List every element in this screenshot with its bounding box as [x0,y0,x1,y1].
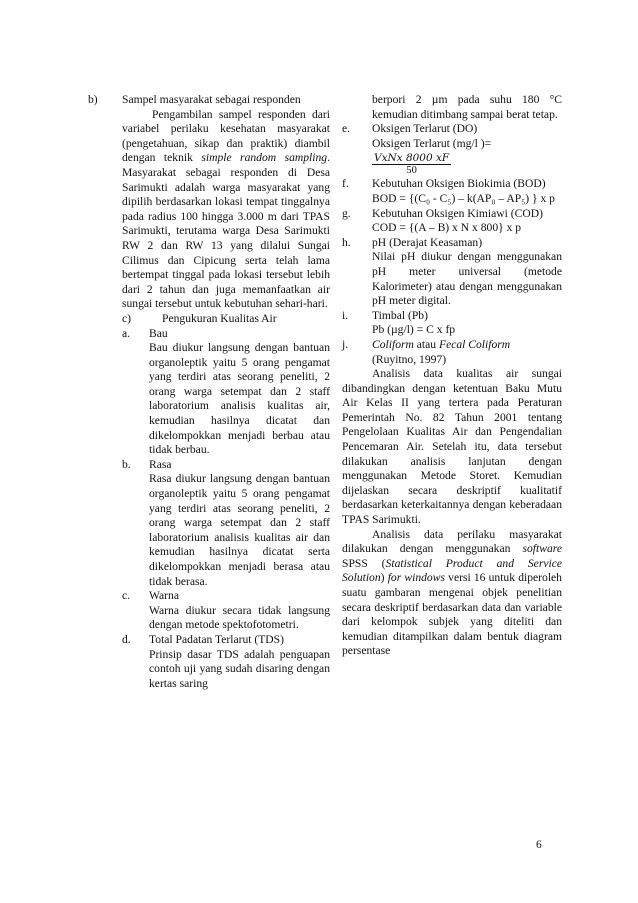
item-title: Kebutuhan Oksigen Biokimia (BOD) [372,177,546,191]
list-item-title: Rasa [149,457,172,471]
ph-text: Nilai pH diukur dengan menggunakan pH meter universal (metode Kalorimeter) atau dengan menggunakan pH meter digital. [372,250,562,308]
list-item-title: Bau [149,326,168,340]
water-analysis-paragraph: Analisis data kualitas air sungai dibandingkan dengan ketentuan Baku Mutu Air Kelas II yang tertera pada Peraturan Pemerintah No. 82 Tahun 2001 tentang Pengelolaan Kualitas Air dan Pengendalian Pencemaran Air. Setelah itu, data tersebut dilakukan analisis lanjutan dengan menggunakan Metode Storet. Kemudian dijelaskan secara deskriptif kualitatif berdasarkan keterkaitannya dengan keberadaan TPAS Sarimukti. [342,367,562,527]
list-item-marker: b. [122,457,131,471]
section-c-heading: Pengukuran Kualitas Air [162,311,277,325]
item-f [342,177,562,206]
item-marker: i. [342,308,349,322]
behavior-analysis-paragraph: Analisis data perilaku masyarakat dilakukan dengan menggunakan software SPSS (Statistical Product and Service Solution) for windows versi 16 untuk diperoleh suatu gambaran mengenai objek penelitian secara deskriptif berdasarkan data dan variable dari kelompok subjek yang diteliti dan kemudian ditampilkan dalam bentuk diagram persentase [342,527,562,658]
section-c [122,312,330,327]
list-item-text: Warna diukur secara tidak langsung dengan metode spektofotometri. [149,603,330,632]
section-c-marker: c) [122,311,132,325]
section-b-paragraph: Pengambilan sampel responden dari variabel perilaku kesehatan masyarakat (pengetahuan, sikap dan praktik) diambil dengan teknik simple random sampling. Masyarakat sebagai responden di Desa Sarimukti adalah warga masyarakat yang dipilih berdasarkan lokasi tempat tinggalnya pada radius 100 hingga 3.000 m dari TPAS Sarimukti, terutama warga Desa Sarimukti RW 2 dan RW 13 yang dilalui Sungai Cilimus dan Cipicung serta telah lama bertempat tinggal pada lokasi tersebut lebih dari 2 tahun dan juga memanfaatkan air sungai tersebut untuk kebutuhan sehari-hari. [122,107,330,311]
do-formula-label: Oksigen Terlarut (mg/l )= [372,136,492,150]
item-marker: f. [342,177,349,191]
do-formula-denominator: 50 [406,165,417,177]
list-item [122,633,330,691]
item-title: Timbal (Pb) [372,308,428,322]
list-item-text: Rasa diukur langsung dengan bantuan organoleptik yaitu 5 orang pengamat yang terdiri atas seorang peneliti, 2 orang warga setempat dan 2 staff laboratorium analisis kualitas air dan kemudian hasilnya dicatat serta dikelompokkan menjadi berasa atau tidak berasa. [149,472,330,588]
item-title: Oksigen Terlarut (DO) [372,122,478,136]
section-b [88,93,330,108]
page-number: 6 [536,839,542,851]
item-marker: h. [342,235,351,249]
list-item-text: Prinsip dasar TDS adalah penguapan contoh uji yang sudah disaring dengan kertas saring [149,647,330,690]
section-b-heading: Sampel masyarakat sebagai responden [122,93,301,106]
item-title: Kebutuhan Oksigen Kimiawi (COD) [372,206,543,220]
item-i [342,309,562,338]
list-item-marker: c. [122,589,131,603]
cod-formula: COD = {(A – B) x N x 800} x p [372,221,522,235]
left-column [88,93,330,691]
section-b-marker: b) [88,93,98,106]
item-e [342,122,562,177]
do-formula-fraction [372,152,451,177]
right-column [342,93,562,659]
pb-formula: Pb (µg/l) = C x fp [372,323,456,337]
item-marker: e. [342,122,351,136]
list-item [122,589,330,633]
bod-formula: BOD = {(C₀ - C₅) – k(AP₀ – AP₅) } x p [372,191,555,205]
item-marker: j. [342,337,349,351]
list-item-marker: a. [122,326,131,340]
list-item [122,458,330,589]
citation: (Ruyitno, 1997) [372,352,447,366]
item-g [342,207,562,236]
item-title: Coliform atau Fecal Coliform [372,337,511,351]
list-item [122,327,330,458]
list-item-text: Bau diukur langsung dengan bantuan organoleptik yaitu 5 orang pengamat yang terdiri atas seorang peneliti, 2 orang warga setempat dan 2 staff laboratorium analisis kualitas air, kemudian hasilnya dicatat dan dikelompokkan menjadi berbau atau tidak berbau. [149,341,330,457]
list-item-title: Total Padatan Terlarut (TDS) [149,632,284,646]
item-marker: g. [342,206,351,220]
list-item-marker: d. [122,632,131,646]
item-j [342,338,562,367]
item-title: pH (Derajat Keasaman) [372,235,483,249]
do-formula-numerator: VxNx 8000 xF [374,152,450,165]
list-item-title: Warna [149,589,179,603]
tds-continuation: berpori 2 µm pada suhu 180 °C kemudian ditimbang sampai berat tetap. [372,93,562,121]
item-h [342,236,562,309]
